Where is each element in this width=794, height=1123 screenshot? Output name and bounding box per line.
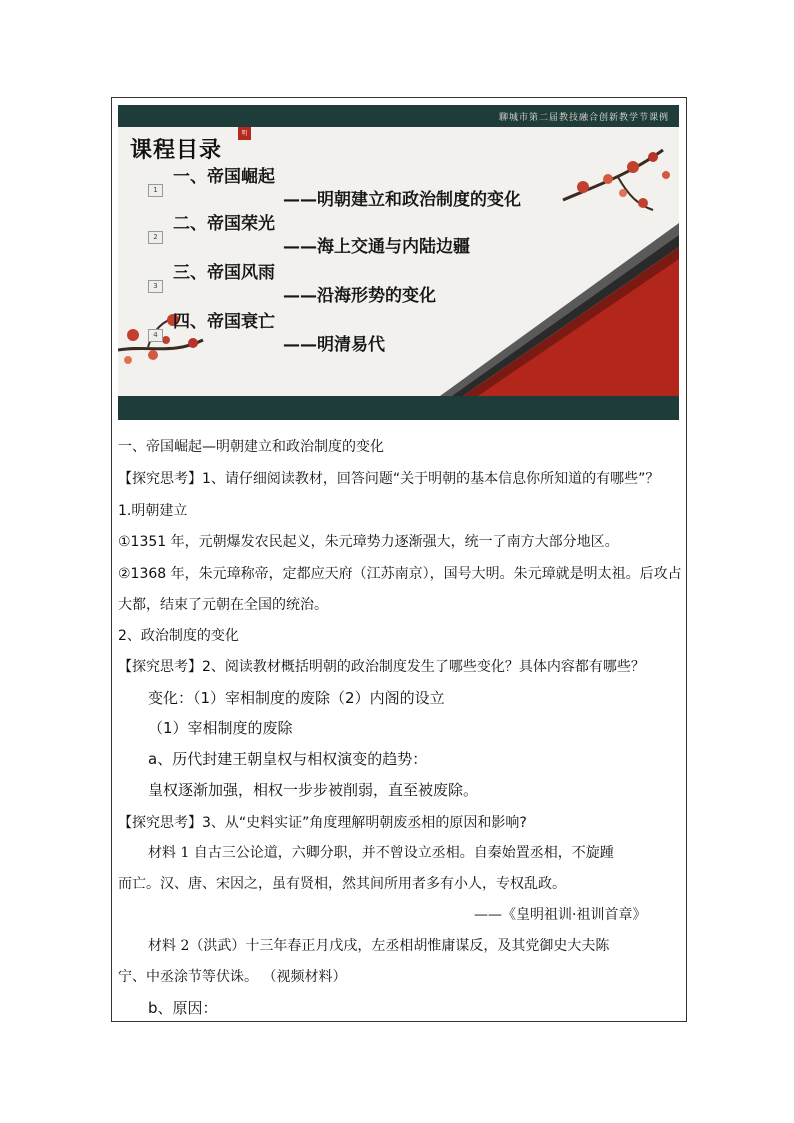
inquiry-question-2: 【探究思考】2、阅读教材概括明朝的政治制度发生了哪些变化？具体内容都有哪些？ bbox=[118, 659, 645, 675]
paragraph: ①1351 年，元朝爆发农民起义，朱元璋势力逐渐强大，统一了南方大部分地区。 bbox=[118, 534, 619, 550]
slide-top-bar bbox=[118, 105, 679, 127]
inquiry-question-1: 【探究思考】1、请仔细阅读教材，回答问题“关于明朝的基本信息你所知道的有哪些”？ bbox=[118, 471, 660, 487]
slide-caption: 聊城市第二届教技融合创新教学节课例 bbox=[498, 113, 669, 123]
toc-heading: 三、帝国风雨 bbox=[173, 263, 275, 283]
toc-heading: 四、帝国衰亡 bbox=[173, 312, 275, 332]
material-2: 材料 2（洪武）十三年春正月戊戌，左丞相胡惟庸谋反，及其党御史大夫陈 bbox=[148, 938, 610, 954]
toc-subtitle: ——明清易代 bbox=[283, 335, 385, 355]
section-heading: 一、帝国崛起—明朝建立和政治制度的变化 bbox=[118, 439, 384, 455]
toc-number: 3 bbox=[148, 280, 163, 293]
material-2: 宁、中丞涂节等伏诛。 （视频材料） bbox=[118, 969, 347, 985]
change-summary: 变化：（1）宰相制度的废除（2）内阁的设立 bbox=[148, 689, 445, 707]
material-1-source: ——《皇明祖训·祖训首章》 bbox=[474, 907, 647, 923]
material-1: 而亡。汉、唐、宋因之，虽有贤相，然其间所用者多有小人，专权乱政。 bbox=[118, 876, 566, 892]
subsection-title: （1）宰相制度的废除 bbox=[148, 719, 293, 737]
subheading-ming-founding: 1.明朝建立 bbox=[118, 503, 188, 519]
inquiry-question-3: 【探究思考】3、从“史料实证”角度理解明朝废丞相的原因和影响? bbox=[118, 815, 527, 831]
toc-number: 2 bbox=[148, 231, 163, 244]
toc-number: 4 bbox=[148, 329, 163, 342]
toc-number: 1 bbox=[148, 184, 163, 197]
seal-icon: 明 bbox=[238, 127, 251, 140]
toc-heading: 二、帝国荣光 bbox=[173, 214, 275, 234]
toc-heading: 一、帝国崛起 bbox=[173, 167, 275, 187]
slide-bottom-bar bbox=[118, 396, 679, 420]
paragraph: ②1368 年，朱元璋称帝，定都应天府（江苏南京），国号大明。朱元璋就是明太祖。后攻占 bbox=[118, 566, 682, 582]
subheading-political-change: 2、政治制度的变化 bbox=[118, 628, 239, 644]
toc-subtitle: ——明朝建立和政治制度的变化 bbox=[283, 190, 521, 210]
point-b-title: b、原因： bbox=[148, 999, 218, 1017]
slide-title: 课程目录 bbox=[130, 138, 223, 163]
point-a-title: a、历代封建王朝皇权与相权演变的趋势： bbox=[148, 750, 428, 768]
paragraph: 大都，结束了元朝在全国的统治。 bbox=[118, 597, 328, 613]
toc-subtitle: ——海上交通与内陆边疆 bbox=[283, 237, 470, 257]
toc-subtitle: ——沿海形势的变化 bbox=[283, 286, 436, 306]
material-1: 材料 1 自古三公论道，六卿分职，并不曾设立丞相。自秦始置丞相，不旋踵 bbox=[148, 845, 614, 861]
point-a-answer: 皇权逐渐加强，相权一步步被削弱，直至被废除。 bbox=[148, 781, 479, 799]
course-outline-slide bbox=[118, 105, 679, 420]
